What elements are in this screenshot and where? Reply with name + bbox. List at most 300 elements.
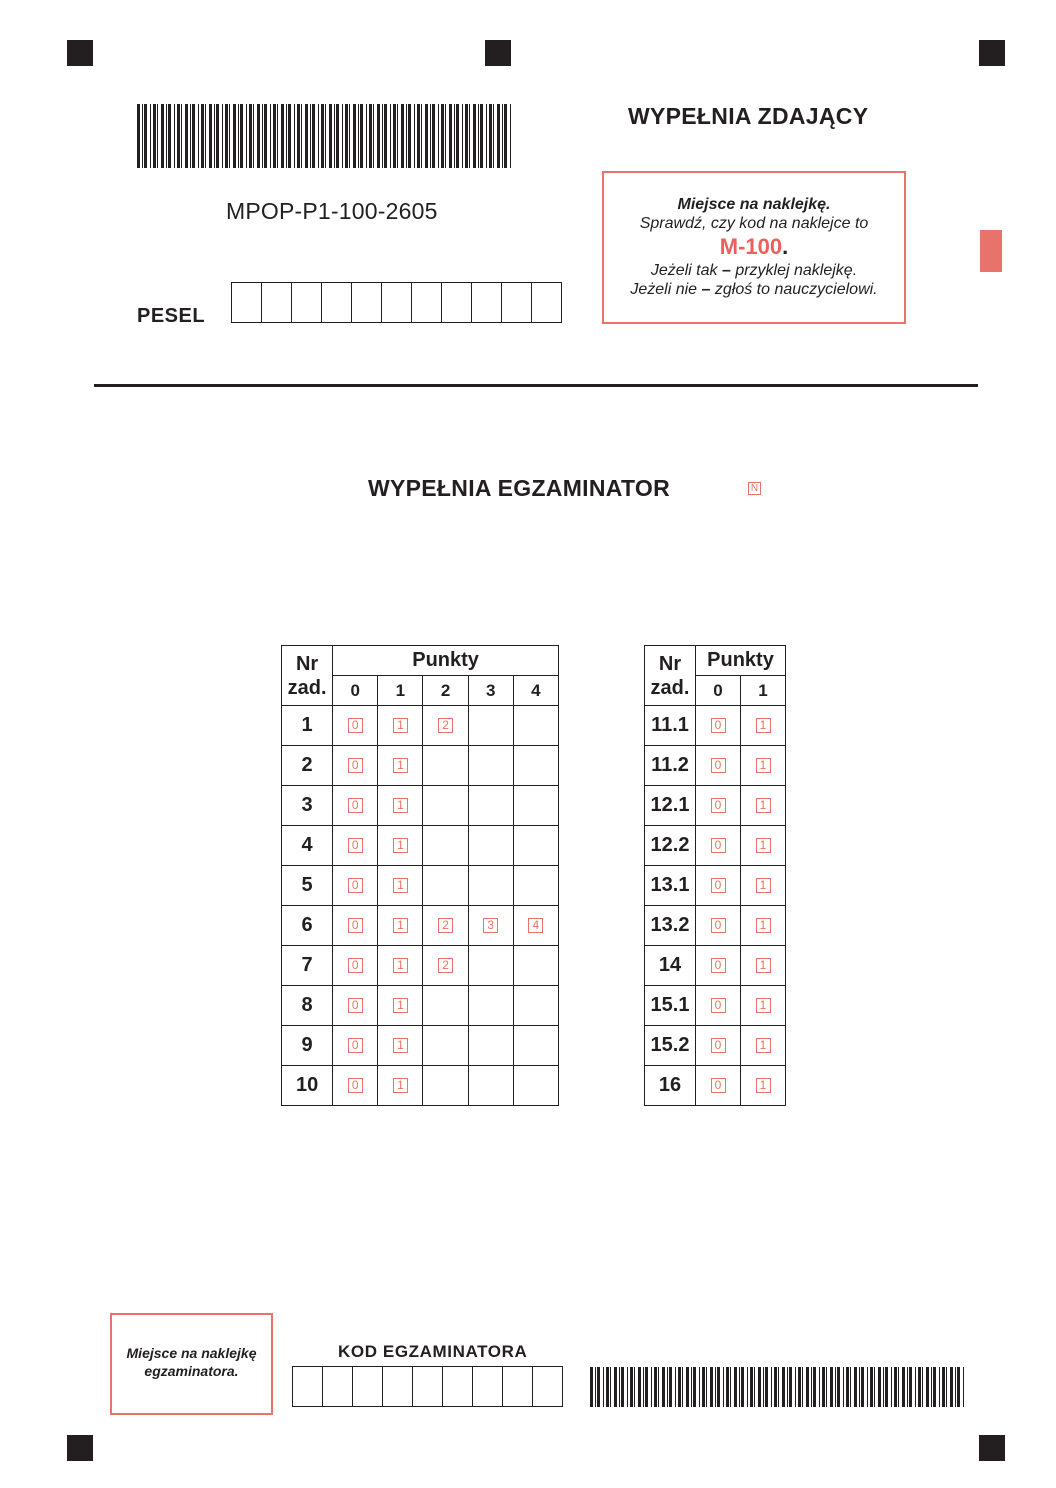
score-checkbox[interactable]: 0 (711, 1078, 726, 1093)
task-number: 12.1 (645, 786, 696, 826)
task-number: 5 (282, 866, 333, 906)
barcode-bar (360, 104, 363, 168)
score-row (645, 826, 786, 866)
sticker-line-4-pre: Jeżeli nie (630, 281, 702, 298)
examiner-code-label: KOD EGZAMINATORA (338, 1342, 528, 1361)
score-checkbox[interactable]: 1 (756, 918, 771, 933)
score-checkbox[interactable]: 1 (756, 798, 771, 813)
barcode-bar (493, 104, 494, 168)
barcode-bar (811, 1367, 812, 1407)
pesel-input-grid[interactable] (231, 282, 562, 323)
task-number: 14 (645, 946, 696, 986)
barcode-bar (957, 1367, 960, 1407)
score-checkbox[interactable]: 0 (348, 838, 363, 853)
score-checkbox[interactable]: 0 (711, 838, 726, 853)
score-checkbox[interactable]: 0 (348, 918, 363, 933)
barcode-bar (441, 104, 444, 168)
barcode-bar (297, 104, 300, 168)
barcode-bar (225, 104, 228, 168)
barcode-bar (835, 1367, 836, 1407)
barcode-bar (621, 1367, 624, 1407)
score-checkbox[interactable]: 1 (393, 998, 408, 1013)
barcode-bar (262, 104, 263, 168)
barcode-bar (610, 1367, 611, 1407)
score-cell (378, 946, 423, 986)
barcode-bar (465, 104, 468, 168)
score-row (282, 826, 559, 866)
barcode-bar (850, 1367, 851, 1407)
examiner-sticker-area (110, 1313, 273, 1415)
barcode-bar (181, 104, 182, 168)
barcode-bar (294, 104, 295, 168)
score-cell (741, 786, 786, 826)
n-checkbox[interactable]: N (748, 482, 761, 495)
score-row (645, 706, 786, 746)
barcode-bar (190, 104, 191, 168)
barcode-bar (699, 1367, 700, 1407)
score-row (645, 1026, 786, 1066)
barcode-bar (754, 1367, 755, 1407)
barcode-bar (634, 1367, 635, 1407)
points-column-header: 0 (696, 676, 741, 706)
task-number: 15.1 (645, 986, 696, 1026)
digit-box[interactable] (472, 282, 502, 323)
score-cell (468, 1066, 513, 1106)
score-checkbox[interactable]: 0 (711, 1038, 726, 1053)
score-row (282, 906, 559, 946)
registration-mark-icon (979, 40, 1005, 66)
barcode-bar (240, 104, 243, 168)
score-cell (378, 866, 423, 906)
score-row (282, 986, 559, 1026)
barcode-bar (870, 1367, 873, 1407)
score-checkbox[interactable]: 0 (348, 998, 363, 1013)
score-checkbox[interactable]: 0 (711, 878, 726, 893)
digit-box[interactable] (533, 1366, 563, 1407)
score-checkbox[interactable]: 3 (483, 918, 498, 933)
score-checkbox[interactable]: 0 (348, 718, 363, 733)
digit-box[interactable] (353, 1366, 383, 1407)
barcode-bar (414, 104, 415, 168)
barcode-bar (909, 1367, 912, 1407)
score-cell (423, 986, 468, 1026)
points-header: Punkty (333, 646, 559, 676)
score-cell (423, 786, 468, 826)
student-heading: WYPEŁNIA ZDAJĄCY (628, 103, 869, 129)
digit-box[interactable] (532, 282, 562, 323)
score-checkbox[interactable]: 1 (756, 998, 771, 1013)
barcode-bar (922, 1367, 923, 1407)
barcode-bar (846, 1367, 849, 1407)
barcode-bar (771, 1367, 772, 1407)
score-checkbox[interactable]: 0 (711, 998, 726, 1013)
points-header: Punkty (696, 646, 786, 676)
score-checkbox[interactable]: 0 (348, 1038, 363, 1053)
score-checkbox[interactable]: 1 (393, 718, 408, 733)
digit-box[interactable] (262, 282, 292, 323)
barcode-bar (741, 1367, 744, 1407)
score-checkbox[interactable]: 0 (711, 718, 726, 733)
barcode-bar (874, 1367, 875, 1407)
barcode-bar (710, 1367, 713, 1407)
barcode-bar (462, 104, 463, 168)
barcode-bar (497, 104, 500, 168)
score-cell (333, 706, 378, 746)
score-cell (468, 786, 513, 826)
barcode-bar (390, 104, 391, 168)
barcode-bar (321, 104, 324, 168)
digit-box[interactable] (323, 1366, 353, 1407)
task-number: 7 (282, 946, 333, 986)
barcode-bar (898, 1367, 899, 1407)
score-checkbox[interactable]: 1 (393, 878, 408, 893)
barcode-bar (425, 104, 428, 168)
barcode-bar (902, 1367, 905, 1407)
barcode-bar (142, 104, 143, 168)
barcode-bar (723, 1367, 724, 1407)
barcode-bar (597, 1367, 600, 1407)
digit-box[interactable] (232, 282, 262, 323)
barcode-bar (883, 1367, 884, 1407)
barcode-bar (590, 1367, 593, 1407)
barcode-bar (366, 104, 367, 168)
score-cell (513, 786, 558, 826)
barcode-bar (819, 1367, 820, 1407)
score-checkbox[interactable]: 0 (711, 958, 726, 973)
barcode-bar (693, 1367, 696, 1407)
barcode-bar (894, 1367, 897, 1407)
barcode-bar (209, 104, 212, 168)
barcode-bar (826, 1367, 827, 1407)
score-cell (696, 1026, 741, 1066)
score-checkbox[interactable]: 1 (756, 878, 771, 893)
digit-box[interactable] (442, 282, 472, 323)
barcode-bar (627, 1367, 628, 1407)
score-cell (513, 946, 558, 986)
barcode-bar (955, 1367, 956, 1407)
score-checkbox[interactable]: 0 (348, 878, 363, 893)
barcode-bar (603, 1367, 604, 1407)
points-column-header: 0 (333, 676, 378, 706)
task-number-header-line-1: Nr (295, 652, 319, 675)
section-divider (94, 384, 978, 387)
task-number-header-line-2: zad. (650, 676, 690, 699)
barcode-bar (878, 1367, 881, 1407)
score-checkbox[interactable]: 1 (393, 838, 408, 853)
registration-mark-icon (67, 1435, 93, 1461)
barcode-bar (765, 1367, 768, 1407)
score-checkbox[interactable]: 1 (756, 718, 771, 733)
digit-box[interactable] (383, 1366, 413, 1407)
score-checkbox[interactable]: 0 (711, 798, 726, 813)
barcode-bar (963, 1367, 964, 1407)
barcode-bar (229, 104, 230, 168)
score-cell (741, 986, 786, 1026)
barcode-bar (369, 104, 372, 168)
barcode-bar (806, 1367, 809, 1407)
barcode-bar (417, 104, 420, 168)
barcode-bar (706, 1367, 707, 1407)
barcode-bar (502, 104, 503, 168)
score-cell (378, 906, 423, 946)
score-cell (468, 746, 513, 786)
task-number: 4 (282, 826, 333, 866)
score-cell (378, 706, 423, 746)
score-checkbox[interactable]: 2 (438, 958, 453, 973)
barcode-bar (861, 1367, 864, 1407)
barcode-bar (277, 104, 278, 168)
barcode-bar (750, 1367, 753, 1407)
task-number-header-line-1: Nr (658, 652, 682, 675)
barcode-bar (157, 104, 158, 168)
barcode-bar (787, 1367, 788, 1407)
score-checkbox[interactable]: 4 (528, 918, 543, 933)
score-checkbox[interactable]: 2 (438, 918, 453, 933)
digit-box[interactable] (413, 1366, 443, 1407)
score-cell (513, 826, 558, 866)
barcode-bar (393, 104, 396, 168)
barcode-bar (651, 1367, 652, 1407)
barcode-bar (469, 104, 470, 168)
task-number-header (282, 646, 333, 706)
barcode-bar (682, 1367, 683, 1407)
score-cell (333, 946, 378, 986)
digit-box[interactable] (352, 282, 382, 323)
score-cell (696, 826, 741, 866)
task-number: 13.2 (645, 906, 696, 946)
barcode-bar (353, 104, 356, 168)
score-checkbox[interactable]: 1 (393, 918, 408, 933)
score-checkbox[interactable]: 1 (756, 838, 771, 853)
score-row (282, 1066, 559, 1106)
digit-box[interactable] (503, 1366, 533, 1407)
score-checkbox[interactable]: 1 (756, 1078, 771, 1093)
barcode-bar (675, 1367, 676, 1407)
digit-box[interactable] (382, 282, 412, 323)
score-cell (513, 1066, 558, 1106)
score-cell (741, 826, 786, 866)
score-row (645, 866, 786, 906)
barcode-bar (345, 104, 348, 168)
barcode-bar (619, 1367, 620, 1407)
sticker-line-3-pre: Jeżeli tak (650, 262, 722, 279)
score-row (645, 786, 786, 826)
barcode-bar (763, 1367, 764, 1407)
barcode-bar (931, 1367, 932, 1407)
score-cell (378, 986, 423, 1026)
score-checkbox[interactable]: 1 (393, 798, 408, 813)
barcode-bar (717, 1367, 720, 1407)
score-checkbox[interactable]: 0 (348, 958, 363, 973)
barcode-bar (249, 104, 252, 168)
barcode-bar (662, 1367, 665, 1407)
registration-mark-icon (979, 1435, 1005, 1461)
barcode-bar (946, 1367, 947, 1407)
barcode-bar (153, 104, 156, 168)
score-checkbox[interactable]: 0 (711, 918, 726, 933)
digit-box[interactable] (322, 282, 352, 323)
barcode-bar (281, 104, 284, 168)
digit-box[interactable] (292, 282, 322, 323)
score-row (645, 1066, 786, 1106)
barcode-bar (312, 104, 315, 168)
barcode-bar (382, 104, 383, 168)
barcode-bar (456, 104, 459, 168)
score-checkbox[interactable]: 1 (393, 1038, 408, 1053)
barcode-bar (614, 1367, 617, 1407)
score-checkbox[interactable]: 0 (711, 758, 726, 773)
barcode-bar (174, 104, 175, 168)
barcode-bar (185, 104, 188, 168)
barcode-bar (432, 104, 435, 168)
score-row (282, 786, 559, 826)
score-row (645, 746, 786, 786)
task-number-header (645, 646, 696, 706)
barcode-bar (915, 1367, 916, 1407)
barcode-bar (301, 104, 302, 168)
score-checkbox[interactable]: 1 (393, 758, 408, 773)
barcode-bar (730, 1367, 731, 1407)
score-checkbox[interactable]: 1 (393, 1078, 408, 1093)
barcode-bar (734, 1367, 737, 1407)
student-sticker-area (602, 171, 906, 324)
barcode-bar (606, 1367, 609, 1407)
barcode-bar (939, 1367, 940, 1407)
barcode-bar (401, 104, 404, 168)
score-cell (423, 1026, 468, 1066)
score-checkbox[interactable]: 1 (756, 758, 771, 773)
digit-box[interactable] (502, 282, 532, 323)
barcode-bar (358, 104, 359, 168)
digit-box[interactable] (443, 1366, 473, 1407)
barcode-bar (667, 1367, 668, 1407)
score-cell (333, 1066, 378, 1106)
barcode-bar (377, 104, 380, 168)
score-cell (333, 866, 378, 906)
barcode-bar (222, 104, 223, 168)
sticker-line-3-post: przyklej naklejkę. (730, 262, 858, 279)
barcode-bar (253, 104, 254, 168)
score-cell (333, 786, 378, 826)
barcode-bar (933, 1367, 936, 1407)
score-row (645, 946, 786, 986)
barcode-bar (373, 104, 374, 168)
sticker-dash: – (701, 281, 711, 298)
barcode-bar (421, 104, 422, 168)
score-cell (741, 706, 786, 746)
barcode-bar (802, 1367, 803, 1407)
barcode-bar (678, 1367, 681, 1407)
barcode-bar (201, 104, 204, 168)
score-checkbox[interactable]: 1 (756, 1038, 771, 1053)
task-number: 3 (282, 786, 333, 826)
barcode-bar (305, 104, 308, 168)
score-checkbox[interactable]: 1 (756, 958, 771, 973)
barcode-bar (168, 104, 171, 168)
examiner-sticker-line-1: Miejsce na naklejkę (126, 1345, 257, 1361)
barcode-bar (473, 104, 476, 168)
score-cell (423, 866, 468, 906)
points-column-header: 2 (423, 676, 468, 706)
barcode-bar (798, 1367, 801, 1407)
barcode-bar (214, 104, 215, 168)
barcode-bar (504, 104, 507, 168)
task-number: 6 (282, 906, 333, 946)
barcode-bar (595, 1367, 596, 1407)
barcode-bar (438, 104, 439, 168)
points-column-header: 4 (513, 676, 558, 706)
barcode-bar (177, 104, 180, 168)
barcode-bar (397, 104, 398, 168)
score-cell (741, 946, 786, 986)
score-checkbox[interactable]: 1 (393, 958, 408, 973)
score-cell (741, 866, 786, 906)
barcode-bar (336, 104, 339, 168)
score-cell (333, 906, 378, 946)
score-row (282, 946, 559, 986)
sticker-line-4 (604, 280, 904, 299)
side-tab-marker (980, 230, 1002, 272)
barcode-bar (686, 1367, 689, 1407)
barcode-bar (918, 1367, 921, 1407)
score-cell (696, 866, 741, 906)
score-checkbox[interactable]: 0 (348, 1078, 363, 1093)
examiner-code-grid[interactable] (292, 1366, 563, 1407)
barcode-bar (233, 104, 236, 168)
barcode-bar (885, 1367, 888, 1407)
registration-mark-icon (485, 40, 511, 66)
barcode-bar (310, 104, 311, 168)
score-cell (423, 746, 468, 786)
barcode-bar (342, 104, 343, 168)
score-cell (513, 866, 558, 906)
score-cell (696, 906, 741, 946)
score-cell (333, 1026, 378, 1066)
score-row (645, 906, 786, 946)
barcode-bar (286, 104, 287, 168)
barcode-bar (454, 104, 455, 168)
digit-box[interactable] (293, 1366, 323, 1407)
barcode-bar (739, 1367, 740, 1407)
score-cell (423, 1066, 468, 1106)
score-cell (468, 866, 513, 906)
barcode-bar (216, 104, 219, 168)
points-column-header: 1 (378, 676, 423, 706)
barcode-bar (691, 1367, 692, 1407)
barcode-bar (891, 1367, 892, 1407)
digit-box[interactable] (412, 282, 442, 323)
digit-box[interactable] (473, 1366, 503, 1407)
score-cell (378, 746, 423, 786)
barcode-bar (843, 1367, 844, 1407)
score-checkbox[interactable]: 0 (348, 798, 363, 813)
exam-code: MPOP-P1-100-2605 (226, 198, 438, 224)
barcode-bar (270, 104, 271, 168)
barcode-bar (926, 1367, 929, 1407)
barcode-bar (867, 1367, 868, 1407)
barcode-bar (257, 104, 260, 168)
barcode-bar (950, 1367, 953, 1407)
barcode-bar (408, 104, 411, 168)
barcode-bar (198, 104, 199, 168)
score-cell (378, 826, 423, 866)
barcode-bar (137, 104, 140, 168)
score-checkbox[interactable]: 2 (438, 718, 453, 733)
registration-mark-icon (67, 40, 93, 66)
barcode-bar (161, 104, 164, 168)
score-cell (513, 906, 558, 946)
score-checkbox[interactable]: 0 (348, 758, 363, 773)
